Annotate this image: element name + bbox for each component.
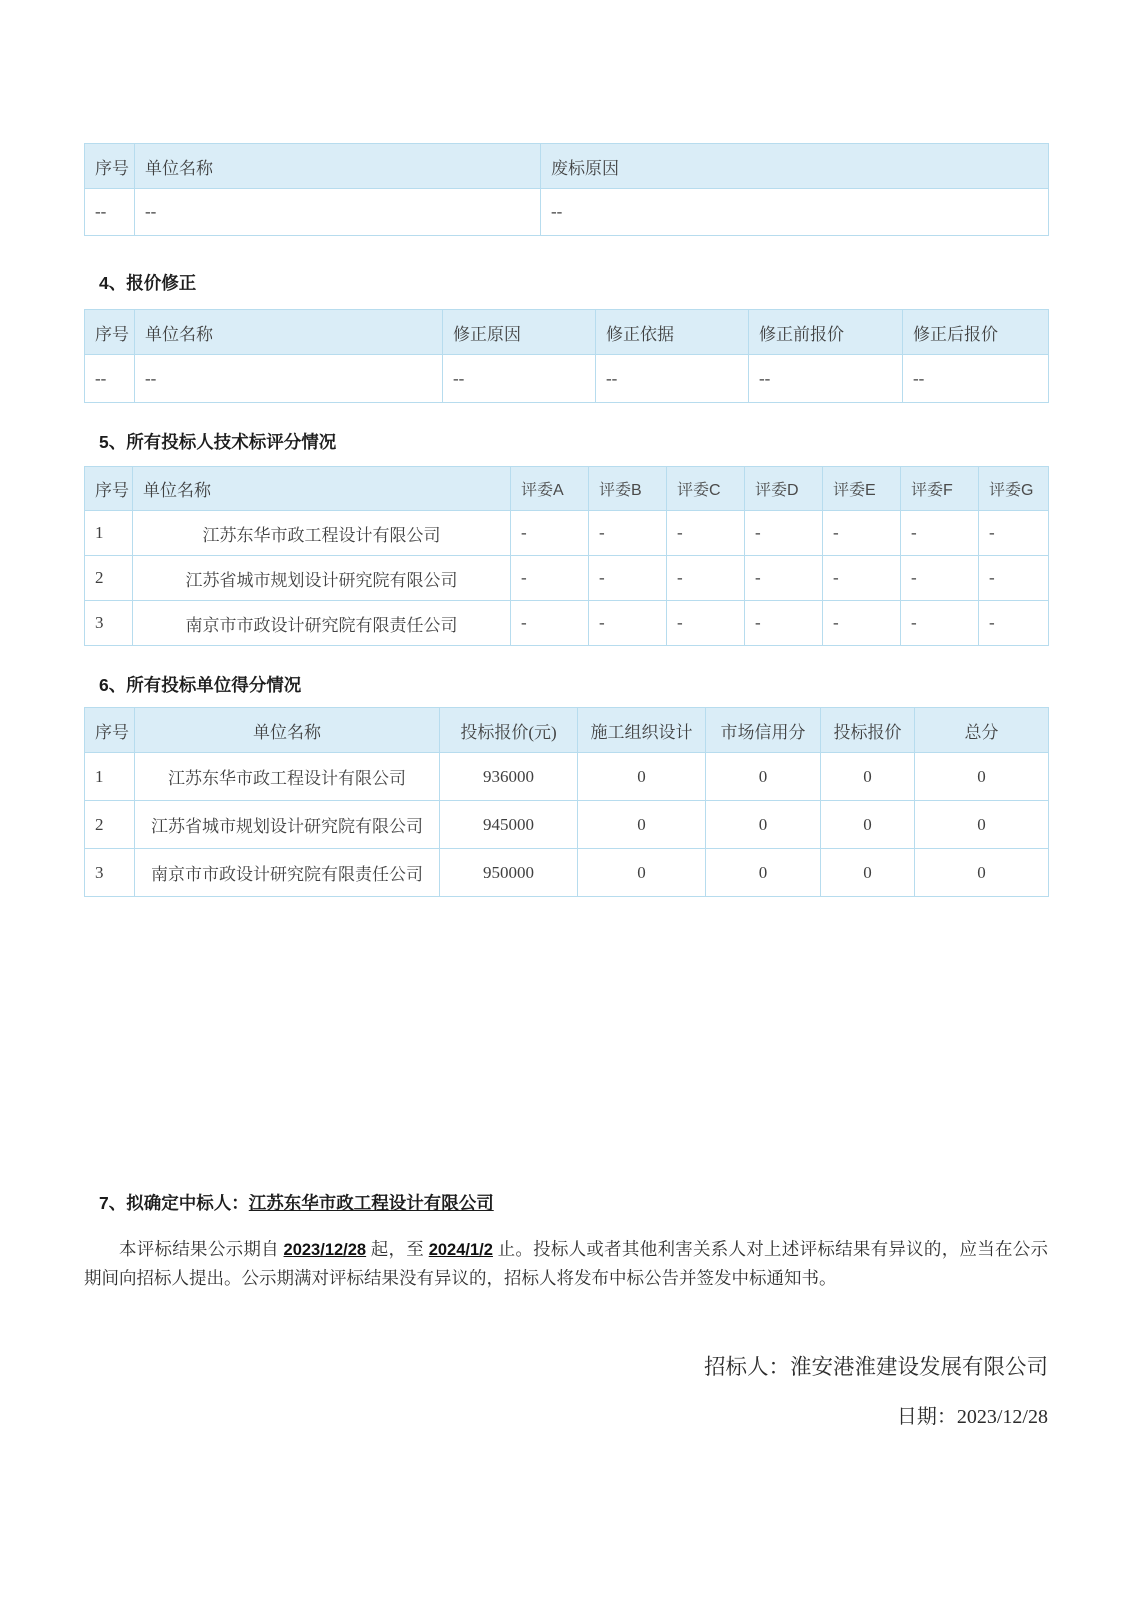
table-cell: -	[589, 511, 667, 556]
winner-name: 江苏东华市政工程设计有限公司	[248, 1193, 494, 1213]
table-cell: -	[589, 556, 667, 601]
table-cell: 2	[85, 556, 133, 601]
table-row	[85, 753, 1049, 801]
table-row	[85, 189, 1049, 236]
table-cell-score: 0	[706, 849, 821, 897]
table-cell: -	[589, 601, 667, 646]
table-cell: -	[745, 601, 823, 646]
table-cell: --	[596, 355, 749, 403]
header-cell-unit-name: 单位名称	[133, 467, 511, 511]
table-row	[85, 849, 1049, 897]
header-cell-correction-reason: 修正原因	[443, 310, 596, 355]
date-line	[84, 1400, 1048, 1429]
document-page	[84, 0, 1048, 1429]
header-cell-bid-price: 投标报价(元)	[440, 708, 578, 753]
table-cell: -	[823, 511, 901, 556]
table-cell: -	[823, 556, 901, 601]
publicity-start-date: 2023/12/28	[283, 1241, 367, 1259]
table-cell-company: 江苏东华市政工程设计有限公司	[133, 511, 511, 556]
table-cell-score: 0	[821, 753, 915, 801]
table-row	[85, 511, 1049, 556]
table-cell: --	[85, 355, 135, 403]
header-cell-invalid-reason: 废标原因	[541, 144, 1049, 189]
header-cell-seq: 序号	[85, 144, 135, 189]
table-cell: -	[901, 511, 979, 556]
table-header-row	[85, 467, 1049, 511]
table-cell: --	[135, 189, 541, 236]
header-cell-unit-name: 单位名称	[135, 310, 443, 355]
table-row	[85, 355, 1049, 403]
table-cell: 1	[85, 753, 135, 801]
winner-label: 7、拟确定中标人：	[99, 1193, 249, 1213]
table-cell: -	[979, 601, 1049, 646]
table-cell-price: 945000	[440, 801, 578, 849]
table-cell: -	[511, 601, 589, 646]
technical-scores-table	[84, 466, 1049, 646]
table-cell-score: 0	[578, 753, 706, 801]
header-cell-judge-f: 评委F	[901, 467, 979, 511]
publicity-notice	[84, 1235, 1048, 1292]
table-cell-score: 0	[915, 753, 1049, 801]
table-cell: -	[901, 556, 979, 601]
table-cell-score: 0	[706, 801, 821, 849]
section-title-winner	[84, 1190, 1048, 1215]
tenderer-label: 招标人：	[703, 1355, 790, 1379]
header-cell-price-after: 修正后报价	[903, 310, 1049, 355]
date-label: 日期：	[896, 1406, 957, 1428]
table-cell: -	[979, 511, 1049, 556]
section-title-technical-scores: 5、所有投标人技术标评分情况	[99, 432, 337, 452]
signature-block	[84, 1350, 1048, 1429]
header-cell-correction-basis: 修正依据	[596, 310, 749, 355]
table-header-row	[85, 310, 1049, 355]
tenderer-name: 淮安港淮建设发展有限公司	[789, 1355, 1048, 1379]
invalid-bid-table	[84, 143, 1049, 236]
table-cell: -	[667, 511, 745, 556]
table-header-row	[85, 144, 1049, 189]
table-cell: 3	[85, 849, 135, 897]
header-cell-judge-c: 评委C	[667, 467, 745, 511]
header-cell-judge-e: 评委E	[823, 467, 901, 511]
header-cell-seq: 序号	[85, 310, 135, 355]
section-title-unit-scores: 6、所有投标单位得分情况	[99, 675, 302, 695]
table-cell-price: 950000	[440, 849, 578, 897]
price-correction-table	[84, 309, 1049, 403]
header-cell-construction-design: 施工组织设计	[578, 708, 706, 753]
header-cell-unit-name: 单位名称	[135, 708, 440, 753]
table-cell-company: 江苏省城市规划设计研究院有限公司	[133, 556, 511, 601]
table-cell: --	[749, 355, 903, 403]
table-cell: -	[745, 511, 823, 556]
header-cell-judge-d: 评委D	[745, 467, 823, 511]
table-cell: -	[667, 556, 745, 601]
header-cell-total-score: 总分	[915, 708, 1049, 753]
notice-text: 起，至	[366, 1239, 429, 1259]
table-cell: -	[901, 601, 979, 646]
header-cell-market-credit: 市场信用分	[706, 708, 821, 753]
table-cell-score: 0	[915, 801, 1049, 849]
table-cell: 2	[85, 801, 135, 849]
table-cell-company: 江苏省城市规划设计研究院有限公司	[135, 801, 440, 849]
table-cell: 3	[85, 601, 133, 646]
table-cell: -	[979, 556, 1049, 601]
header-cell-seq: 序号	[85, 467, 133, 511]
table-cell-price: 936000	[440, 753, 578, 801]
header-cell-judge-g: 评委G	[979, 467, 1049, 511]
table-header-row	[85, 708, 1049, 753]
date-value: 2023/12/28	[956, 1406, 1048, 1428]
table-cell: -	[745, 556, 823, 601]
table-cell-score: 0	[821, 849, 915, 897]
table-cell: -	[667, 601, 745, 646]
table-cell: --	[135, 355, 443, 403]
notice-text: 止。投标人或者其他利害关系人对上述评标结果有异议的，应当在公示期间向招标人提出。公示期满对评标结果没有异议的，招标人将发布中标公告并签发中标通知书。	[84, 1239, 1049, 1288]
table-cell: --	[85, 189, 135, 236]
table-cell-score: 0	[915, 849, 1049, 897]
table-cell: -	[511, 556, 589, 601]
table-cell-score: 0	[578, 849, 706, 897]
header-cell-judge-a: 评委A	[511, 467, 589, 511]
table-cell-company: 江苏东华市政工程设计有限公司	[135, 753, 440, 801]
table-cell-company: 南京市市政设计研究院有限责任公司	[135, 849, 440, 897]
table-cell-score: 0	[578, 801, 706, 849]
unit-scores-table	[84, 707, 1049, 897]
table-row	[85, 601, 1049, 646]
header-cell-unit-name: 单位名称	[135, 144, 541, 189]
table-cell-score: 0	[706, 753, 821, 801]
header-cell-seq: 序号	[85, 708, 135, 753]
publicity-end-date: 2024/1/2	[428, 1241, 493, 1259]
table-cell: -	[823, 601, 901, 646]
table-cell: 1	[85, 511, 133, 556]
table-cell: --	[443, 355, 596, 403]
table-cell-score: 0	[821, 801, 915, 849]
notice-text: 本评标结果公示期自	[119, 1239, 284, 1259]
table-row	[85, 556, 1049, 601]
table-cell: -	[511, 511, 589, 556]
section-title-price-correction: 4、报价修正	[99, 273, 197, 293]
header-cell-judge-b: 评委B	[589, 467, 667, 511]
table-cell-company: 南京市市政设计研究院有限责任公司	[133, 601, 511, 646]
header-cell-price-before: 修正前报价	[749, 310, 903, 355]
table-cell: --	[541, 189, 1049, 236]
table-row	[85, 801, 1049, 849]
tenderer-line	[84, 1350, 1048, 1381]
header-cell-bid-price-score: 投标报价	[821, 708, 915, 753]
table-cell: --	[903, 355, 1049, 403]
